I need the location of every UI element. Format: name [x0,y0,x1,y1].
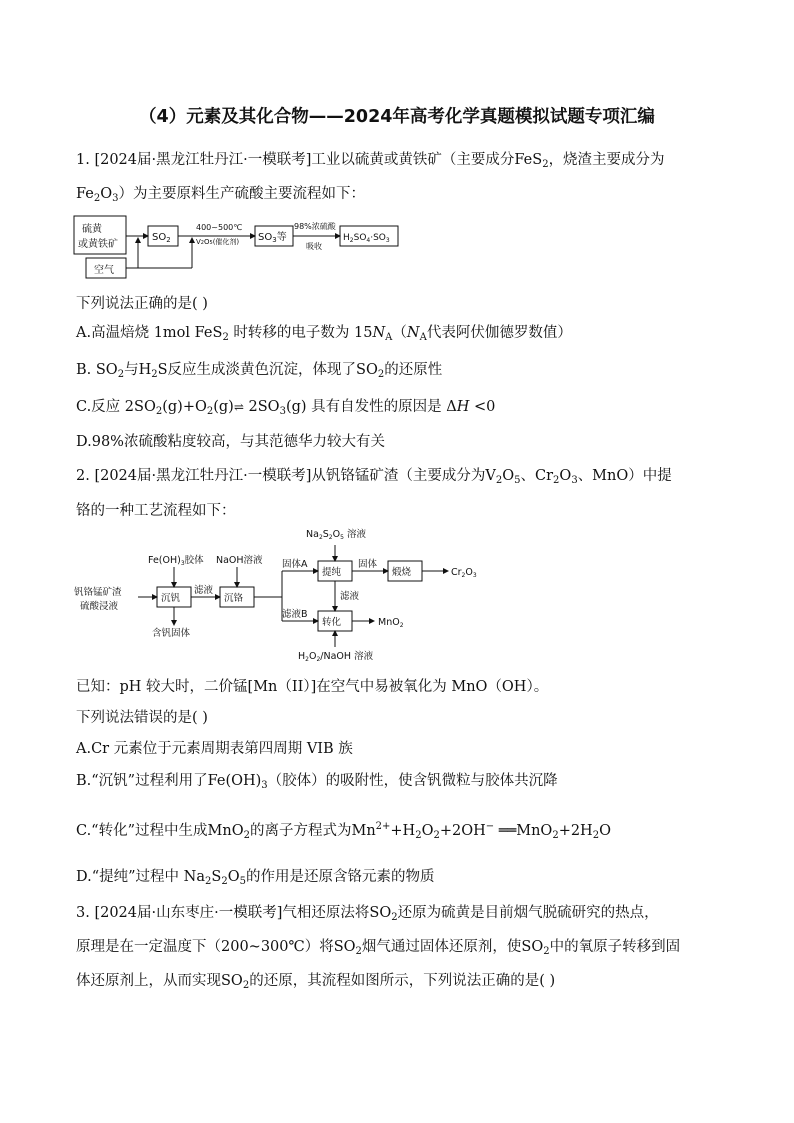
flow-solid: 固体 [358,559,378,570]
question-1-option-c[interactable]: C.反应 $2SO_2(g)+O_2(g)\rightleftharpoons$ $2SO_3(g)$ 具有自发性的原因是 ΔH <0 [76,399,496,417]
flow-air: 空气 [94,265,114,276]
flow-cond: 400~500℃ [196,223,243,232]
flow-chenfan: 沉钒 [161,593,181,604]
question-2-known: 已知：pH 较大时，二价锰[Mn（II）]在空气中易被氧化为 MnO（OH）。 [76,679,549,695]
question-1-option-b[interactable]: B. $SO_2$与$H_2S$反应生成淡黄色沉淀，体现了$SO_2$的还原性 [76,362,443,380]
flow-so2: $SO_2$ [152,232,171,244]
flow-solid-a: 固体A [282,559,308,570]
flow-acid: 98%浓硫酸 [294,222,336,231]
question-2-source: [2024届·黑龙江牡丹江·一模联考] [94,468,312,484]
question-3-line-1: 3. [2024届·山东枣庄·一模联考]气相还原法将$SO_2$还原为硫黄是目前烟气脱硫研究的热点， [76,905,659,923]
flow-lvye-2: 滤液 [340,591,360,602]
question-1-option-a[interactable]: A.高温焙烧 1mol FeS$_2$ 时转移的电子数为 $15N_A(N_A$代表阿伏伽德罗数值） [76,325,572,343]
question-1-option-d[interactable]: D.98%浓硫酸粘度较高，与其范德华力较大有关 [76,434,385,450]
question-2-option-d[interactable]: D.“提纯”过程中 $Na_2S_2O_5$的作用是还原含铬元素的物质 [76,869,435,887]
flow-ore-1: 钒铬锰矿渣 [74,587,122,598]
flow-duanshao: 煅烧 [392,567,412,578]
flow-raw-1: 硫黄 [82,224,102,235]
question-1-number: 1. [76,152,90,168]
flow-lvye: 滤液 [194,585,214,596]
question-3-line-3: 体还原剂上，从而实现$SO_2$的还原，其流程如图所示，下列说法正确的是( ) [76,973,556,991]
flow-cat: V2O5(催化剂) [196,238,240,246]
flow-na2s2o5: $Na_2S_2O_5$ 溶液 [306,529,366,541]
flow-lvye-b: 滤液B [282,609,308,620]
page-title: （4）元素及其化合物——2024年高考化学真题模拟试题专项汇编 [139,107,655,127]
question-1-text-b: ，烧渣主要成分为 [548,152,665,168]
flow-h2o2: $H_2O_2$/NaOH 溶液 [298,651,374,663]
flow-vsolid: 含钒固体 [152,628,191,639]
question-2-stem: 下列说法错误的是( ) [76,710,208,726]
question-1-flow-diagram [72,212,412,282]
question-1-text: 工业以硫黄或黄铁矿（主要成分 [311,152,515,168]
question-1-stem: 下列说法正确的是( ) [76,296,208,312]
question-1-text-2: 为主要原料生产硫酸主要流程如下： [133,186,365,202]
flow-absorb: 吸收 [306,242,322,251]
flow-raw-2: 或黄铁矿 [78,239,118,250]
flow-chenge: 沉铬 [224,593,244,604]
flow-feoh3: $Fe(OH)_3$胶体 [148,555,204,567]
question-2-option-a[interactable]: A.Cr 元素位于元素周期表第四周期 VIB 族 [76,741,353,757]
question-2-option-b[interactable]: B.“沉钒”过程利用了$Fe(OH)_3$（胶体）的吸附性，使含钒微粒与胶体共沉降 [76,773,558,791]
question-1-source: [2024届·黑龙江牡丹江·一模联考] [94,152,312,168]
question-1-line-1: 1. [2024届·黑龙江牡丹江·一模联考]工业以硫黄或黄铁矿（主要成分FeS$_2$，烧渣主要成分为 [76,152,665,170]
flow-product: $H_2SO_4\cdot SO_3$ [343,233,390,244]
flow-naoh: NaOH溶液 [216,555,263,566]
question-2-number: 2. [76,468,90,484]
flow-tichun: 提纯 [322,567,342,578]
question-2-line-1: 2. [2024届·黑龙江牡丹江·一模联考]从钒铬锰矿渣（主要成分为$V_2O_5$、$Cr_2O_3$、MnO）中提 [76,468,672,486]
flow-cr2o3: $Cr_2O_3$ [451,567,477,579]
question-3-number: 3. [76,905,90,921]
question-2-line-2: 铬的一种工艺流程如下： [76,503,236,519]
question-1-line-2: $Fe_2O_3$）为主要原料生产硫酸主要流程如下： [76,186,365,204]
question-3-source: [2024届·山东枣庄·一模联考] [94,905,283,921]
question-2-flow-diagram [70,525,490,665]
flow-so3: $SO_3$等 [258,232,287,244]
question-3-line-2: 原理是在一定温度下（200~300℃）将$SO_2$烟气通过固体还原剂，使$SO_2$中的氧原子转移到固 [76,939,681,957]
flow-zhuanhua: 转化 [322,617,342,628]
flow-mno2: MnO$_2$ [378,617,404,629]
question-2-option-c[interactable]: C.“转化”过程中生成MnO$_2$的离子方程式为$Mn^{2+}+H_2O_2+2OH^-$ $══MnO_2+2H_2O$ [76,821,611,841]
flow-ore-2: 硫酸浸液 [80,601,119,612]
